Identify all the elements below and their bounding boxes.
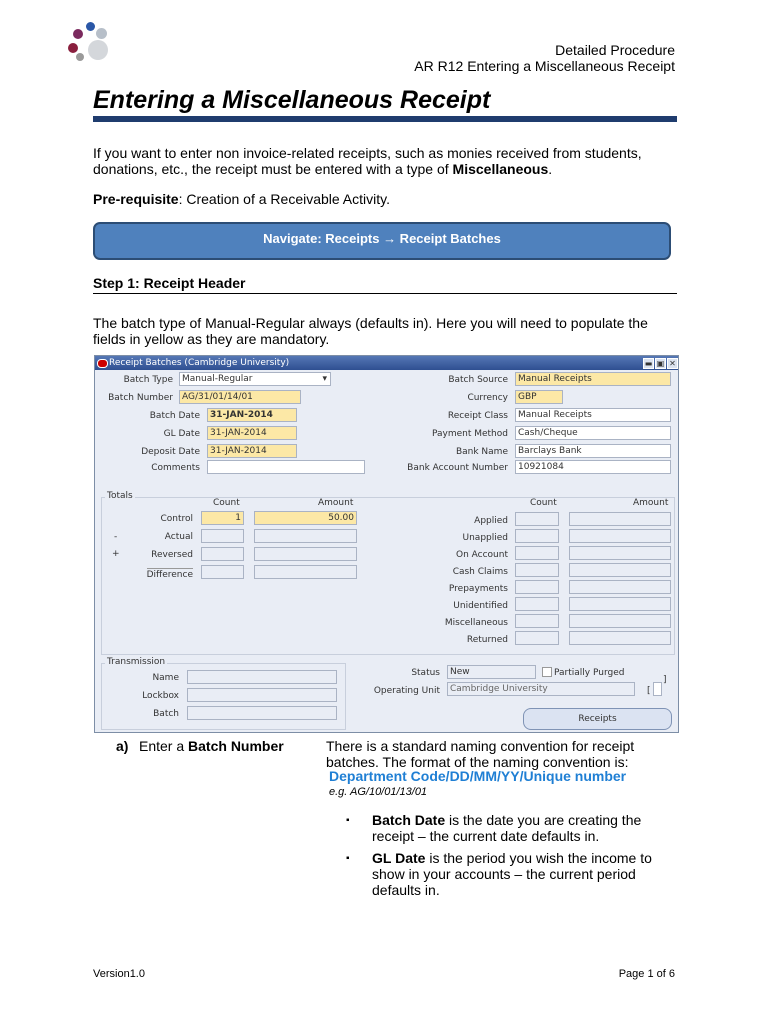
receipt-class-input[interactable]: Manual Receipts — [515, 408, 671, 422]
cash-claims-label: Cash Claims — [452, 567, 508, 577]
logo-dot — [96, 28, 107, 39]
bullet-icon: ▪ — [346, 853, 350, 864]
control-count-input[interactable]: 1 — [201, 511, 244, 525]
step-a-instruction — [139, 738, 284, 754]
prepayments-amount — [569, 580, 671, 594]
batch-number-label: Batch Number — [108, 393, 173, 403]
batch-intro: The batch type of Manual-Regular always (defaults in). Here you will need to populate the fields in yellow as they are mandatory. — [93, 315, 648, 347]
receipt-class-label: Receipt Class — [447, 411, 508, 421]
comments-label: Comments — [151, 463, 200, 473]
transmission-batch-label: Batch — [153, 709, 179, 719]
currency-input[interactable]: GBP — [515, 390, 563, 404]
logo-dot — [68, 43, 78, 53]
deposit-date-label: Deposit Date — [141, 447, 200, 457]
oracle-icon — [97, 359, 108, 368]
deposit-date-input[interactable]: 31-JAN-2014 — [207, 444, 297, 458]
receipts-button[interactable]: Receipts — [523, 708, 672, 730]
receipt-batches-window — [94, 355, 679, 733]
context-field[interactable] — [653, 682, 662, 696]
applied-amount — [569, 512, 671, 526]
doc-header — [414, 42, 675, 74]
prereq-paragraph — [93, 191, 677, 207]
unidentified-amount — [569, 597, 671, 611]
prepayments-count — [515, 580, 559, 594]
batch-type-select[interactable] — [179, 372, 331, 386]
returned-count — [515, 631, 559, 645]
batch-date-label: Batch Date — [149, 411, 200, 421]
totals-title: Totals — [107, 491, 133, 501]
minus-sign: - — [114, 532, 118, 542]
bank-name-input[interactable]: Barclays Bank — [515, 444, 671, 458]
close-icon[interactable]: ✕ — [667, 358, 678, 369]
difference-amount — [254, 565, 357, 579]
on-account-count — [515, 546, 559, 560]
plus-sign: + — [112, 549, 120, 559]
bullet-2-bold: GL Date — [372, 850, 426, 866]
bullet-batch-date — [372, 812, 672, 844]
on-account-label: On Account — [456, 550, 508, 560]
logo-dot — [86, 22, 95, 31]
prereq-label: Pre-requisite — [93, 191, 179, 207]
on-account-amount — [569, 546, 671, 560]
reversed-label: Reversed — [151, 550, 193, 560]
unidentified-label: Unidentified — [453, 601, 508, 611]
batch-number-input[interactable]: AG/31/01/14/01 — [179, 390, 301, 404]
intro-paragraph — [93, 145, 677, 177]
header-line-2: AR R12 Entering a Miscellaneous Receipt — [414, 58, 675, 74]
batch-type-value: Manual-Regular — [182, 374, 253, 384]
bullet-2-text: is the period you wish the income to show in your accounts – the current period defaults in. — [372, 850, 652, 898]
control-label: Control — [160, 514, 193, 524]
prepayments-label: Prepayments — [448, 584, 508, 594]
unapplied-label: Unapplied — [462, 533, 508, 543]
transmission-title: Transmission — [107, 657, 166, 667]
reversed-count — [201, 547, 244, 561]
transmission-batch-input[interactable] — [187, 706, 337, 720]
returned-amount — [569, 631, 671, 645]
operating-unit-field: Cambridge University — [447, 682, 635, 696]
control-amount-input[interactable]: 50.00 — [254, 511, 357, 525]
status-label: Status — [411, 668, 440, 678]
unidentified-count — [515, 597, 559, 611]
logo-dot — [88, 40, 108, 60]
footer-version: Version1.0 — [93, 968, 145, 980]
page-title: Entering a Miscellaneous Receipt — [93, 86, 491, 114]
step-a-description: There is a standard naming convention for receipt batches. The format of the naming convention is: — [326, 738, 635, 770]
bank-name-label: Bank Name — [455, 447, 508, 457]
transmission-name-label: Name — [152, 673, 179, 683]
chevron-down-icon: ▾ — [322, 374, 327, 384]
transmission-name-input[interactable] — [187, 670, 337, 684]
count-header-left: Count — [213, 498, 240, 508]
step-a-bold: Batch Number — [188, 738, 284, 754]
intro-text: If you want to enter non invoice-related receipts, such as monies received from students, donations, etc., the receipt must be entered with a type of — [93, 145, 642, 177]
partially-purged-label: Partially Purged — [554, 668, 625, 678]
gl-date-input[interactable]: 31-JAN-2014 — [207, 426, 297, 440]
miscellaneous-label: Miscellaneous — [444, 618, 508, 628]
partially-purged-checkbox[interactable] — [542, 667, 552, 677]
bracket-open: [ — [647, 686, 651, 696]
returned-label: Returned — [466, 635, 508, 645]
currency-label: Currency — [467, 393, 508, 403]
bank-account-input[interactable]: 10921084 — [515, 460, 671, 474]
difference-label: Difference — [146, 570, 193, 580]
step-a-marker: a) — [116, 738, 129, 754]
status-field: New — [447, 665, 536, 679]
batch-source-label: Batch Source — [448, 375, 508, 385]
minimize-icon[interactable]: ▬ — [644, 359, 653, 368]
amount-header-left: Amount — [318, 498, 354, 508]
step-1-heading: Step 1: Receipt Header — [93, 275, 677, 294]
bracket-close: ] — [663, 675, 667, 685]
unapplied-count — [515, 529, 559, 543]
amount-header-right: Amount — [633, 498, 669, 508]
intro-bold: Miscellaneous — [452, 161, 549, 177]
title-rule — [93, 116, 677, 122]
difference-count — [201, 565, 244, 579]
intro-end: . — [548, 161, 553, 177]
gl-date-label: GL Date — [163, 429, 200, 439]
footer-page: Page 1 of 6 — [618, 968, 675, 980]
prereq-text: : Creation of a Receivable Activity. — [178, 191, 390, 207]
actual-label: Actual — [164, 532, 193, 542]
logo-dot — [76, 53, 84, 61]
batch-type-label: Batch Type — [123, 375, 173, 385]
miscellaneous-count — [515, 614, 559, 628]
naming-example: e.g. AG/10/01/13/01 — [329, 786, 428, 798]
actual-amount — [254, 529, 357, 543]
lockbox-label: Lockbox — [142, 691, 179, 701]
batch-source-input[interactable]: Manual Receipts — [515, 372, 671, 386]
batch-date-input[interactable]: 31-JAN-2014 — [207, 408, 297, 422]
logo-dot — [73, 29, 83, 39]
operating-unit-label: Operating Unit — [373, 686, 440, 696]
logo — [66, 22, 112, 62]
window-title-bar — [95, 356, 678, 370]
bank-account-label: Bank Account Number — [407, 463, 508, 473]
cash-claims-count — [515, 563, 559, 577]
bullet-icon: ▪ — [346, 815, 350, 826]
bullet-gl-date — [372, 850, 672, 898]
unapplied-amount — [569, 529, 671, 543]
applied-label: Applied — [474, 516, 508, 526]
count-header-right: Count — [530, 498, 557, 508]
comments-input[interactable] — [207, 460, 365, 474]
step-a-text: Enter a — [139, 738, 189, 754]
lockbox-input[interactable] — [187, 688, 337, 702]
window-title: Receipt Batches (Cambridge University) — [109, 358, 290, 368]
naming-format: Department Code/DD/MM/YY/Unique number — [329, 768, 627, 784]
header-line-1: Detailed Procedure — [555, 42, 675, 58]
actual-count — [201, 529, 244, 543]
navigate-banner: Navigate: Receipts → Receipt Batches — [93, 222, 671, 260]
bullet-1-text: is the date you are creating the receipt – the current date defaults in. — [372, 812, 642, 844]
bullet-1-bold: Batch Date — [372, 812, 446, 828]
payment-method-input[interactable]: Cash/Cheque — [515, 426, 671, 440]
reversed-amount — [254, 547, 357, 561]
payment-method-label: Payment Method — [431, 429, 508, 439]
cash-claims-amount — [569, 563, 671, 577]
applied-count — [515, 512, 559, 526]
maximize-icon[interactable]: ▣ — [656, 359, 665, 368]
miscellaneous-amount — [569, 614, 671, 628]
